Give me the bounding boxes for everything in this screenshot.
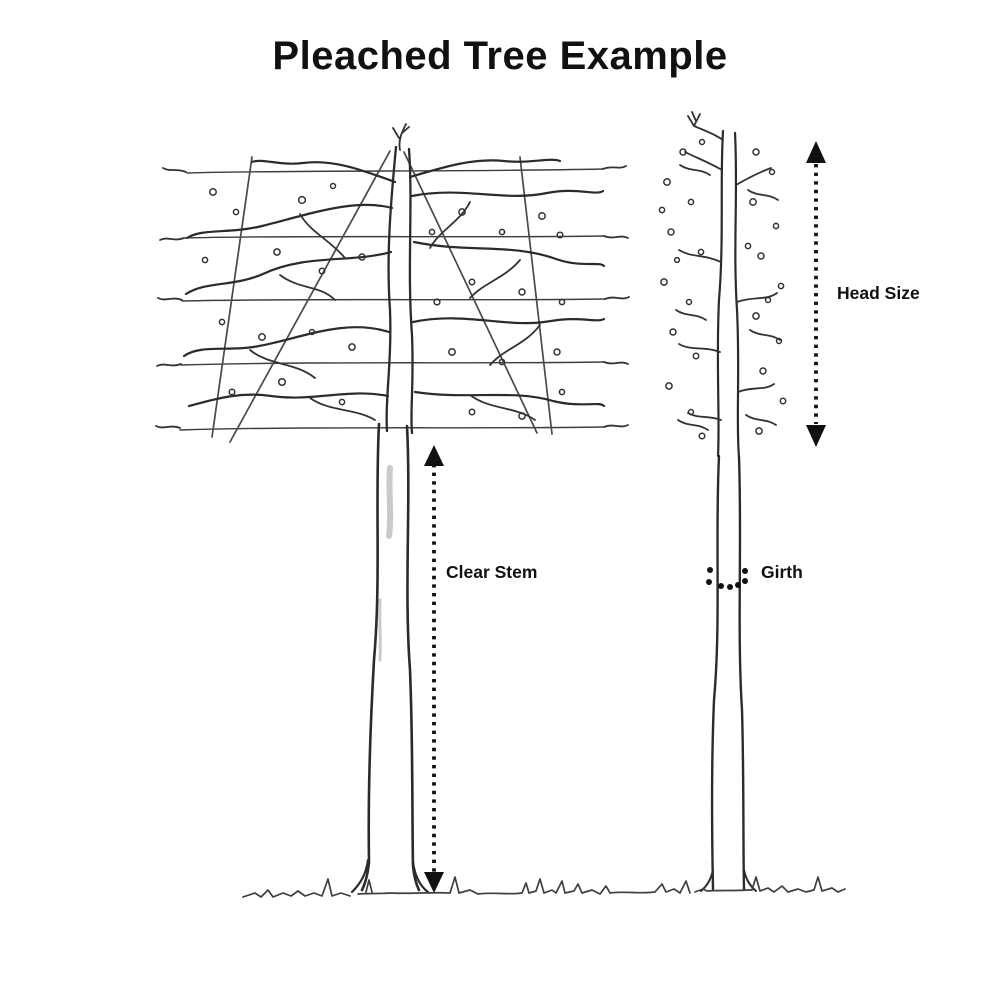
head-size-arrow [806, 141, 826, 447]
left-tree-trunk [352, 424, 428, 892]
head-size-arrowhead-down-icon [806, 425, 826, 447]
head-size-arrowhead-up-icon [806, 141, 826, 163]
head-size-label: Head Size [837, 283, 920, 303]
girth-marker [706, 567, 748, 590]
left-tree-head-branches [184, 0, 680, 433]
girth-label: Girth [761, 562, 803, 582]
right-tree-trunk [701, 456, 756, 891]
right-tree-head [659, 112, 785, 457]
left-head-bud-curls [202, 184, 564, 420]
clear-stem-arrowhead-up-icon [424, 445, 444, 466]
page-title: Pleached Tree Example [272, 34, 728, 78]
ground-line [243, 877, 845, 897]
clear-stem-label: Clear Stem [446, 562, 538, 582]
clear-stem-arrow [424, 445, 444, 893]
